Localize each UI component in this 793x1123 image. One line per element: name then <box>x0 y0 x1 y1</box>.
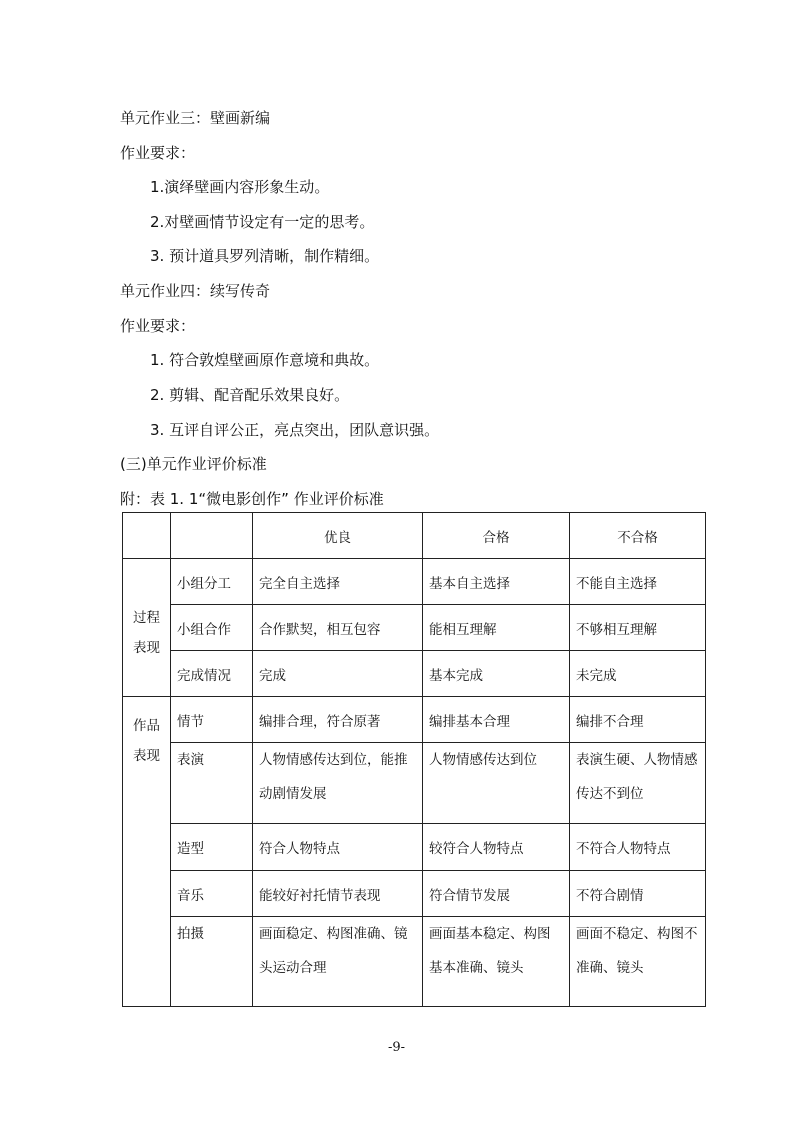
table-row <box>123 743 706 824</box>
item-cell: 小组合作 <box>171 605 253 651</box>
fail-cell: 不能自主选择 <box>570 559 706 605</box>
header-cell: 合格 <box>423 513 570 559</box>
page-number: -9- <box>387 1040 406 1055</box>
pass-cell: 基本完成 <box>423 651 570 697</box>
requirement-item: 2. 剪辑、配音配乐效果良好。 <box>150 386 350 404</box>
fail-cell: 不够相互理解 <box>570 605 706 651</box>
good-cell: 符合人物特点 <box>253 824 423 871</box>
item-cell: 完成情况 <box>171 651 253 697</box>
group-name: 过程表现 <box>133 610 160 656</box>
unit-homework-3-title: 单元作业三：壁画新编 <box>120 109 271 127</box>
good-cell: 能较好衬托情节表现 <box>253 871 423 917</box>
good-cell: 编排合理，符合原著 <box>253 697 423 743</box>
group-label <box>123 697 171 1007</box>
fail-cell: 编排不合理 <box>570 697 706 743</box>
section-heading: (三)单元作业评价标准 <box>120 455 267 473</box>
pass-cell: 编排基本合理 <box>423 697 570 743</box>
header-cell: 优良 <box>253 513 423 559</box>
item-cell: 表演 <box>171 743 253 824</box>
fail-cell: 画面不稳定、构图不准确、镜头 <box>570 917 706 1007</box>
table-row <box>123 697 706 743</box>
good-cell: 完全自主选择 <box>253 559 423 605</box>
pass-cell: 符合情节发展 <box>423 871 570 917</box>
table-row <box>123 651 706 697</box>
table-header-row <box>123 513 706 559</box>
pass-cell: 画面基本稳定、构图基本准确、镜头 <box>423 917 570 1007</box>
requirement-item: 1. 符合敦煌壁画原作意境和典故。 <box>150 351 380 369</box>
fail-cell: 表演生硬、人物情感传达不到位 <box>570 743 706 824</box>
fail-cell: 不符合剧情 <box>570 871 706 917</box>
item-cell: 造型 <box>171 824 253 871</box>
good-cell: 完成 <box>253 651 423 697</box>
evaluation-table <box>122 512 706 1007</box>
item-cell: 小组分工 <box>171 559 253 605</box>
unit-homework-4-title: 单元作业四：续写传奇 <box>120 282 271 300</box>
header-cell <box>123 513 171 559</box>
fail-cell: 未完成 <box>570 651 706 697</box>
good-cell: 人物情感传达到位，能推动剧情发展 <box>253 743 423 824</box>
requirement-item: 3. 预计道具罗列清晰，制作精细。 <box>150 247 380 265</box>
group-name: 作品表现 <box>133 718 160 764</box>
table-caption: 附：表 1. 1“微电影创作” 作业评价标准 <box>120 490 384 508</box>
requirement-item: 2.对壁画情节设定有一定的思考。 <box>150 213 375 231</box>
requirements-label: 作业要求： <box>120 317 196 335</box>
table-row <box>123 559 706 605</box>
requirement-item: 3. 互评自评公正，亮点突出，团队意识强。 <box>150 421 440 439</box>
item-cell: 情节 <box>171 697 253 743</box>
pass-cell: 人物情感传达到位 <box>423 743 570 824</box>
good-cell: 合作默契，相互包容 <box>253 605 423 651</box>
table-row <box>123 605 706 651</box>
header-cell <box>171 513 253 559</box>
requirements-label: 作业要求： <box>120 144 196 162</box>
pass-cell: 较符合人物特点 <box>423 824 570 871</box>
pass-cell: 基本自主选择 <box>423 559 570 605</box>
pass-cell: 能相互理解 <box>423 605 570 651</box>
table-row <box>123 917 706 1007</box>
group-label <box>123 559 171 697</box>
header-cell: 不合格 <box>570 513 706 559</box>
item-cell: 音乐 <box>171 871 253 917</box>
table-row <box>123 824 706 871</box>
requirement-item: 1.演绎壁画内容形象生动。 <box>150 178 330 196</box>
table-row <box>123 871 706 917</box>
good-cell: 画面稳定、构图准确、镜头运动合理 <box>253 917 423 1007</box>
item-cell: 拍摄 <box>171 917 253 1007</box>
fail-cell: 不符合人物特点 <box>570 824 706 871</box>
